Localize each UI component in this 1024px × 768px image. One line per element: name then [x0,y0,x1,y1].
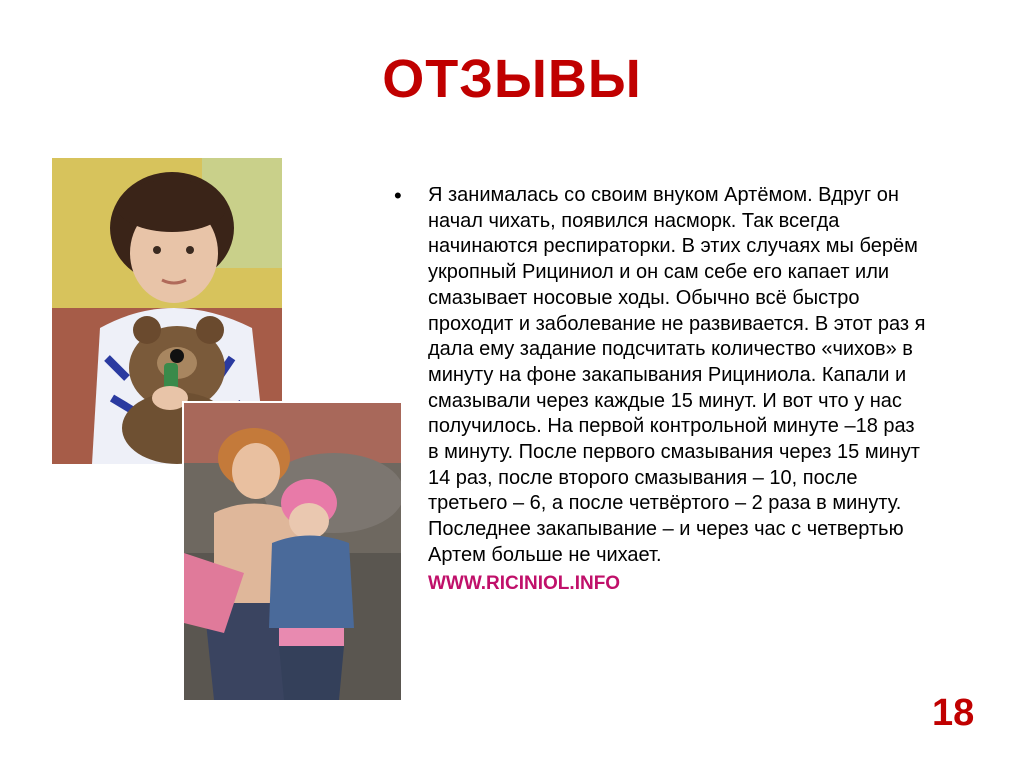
slide-title: ОТЗЫВЫ [382,49,642,109]
website-link[interactable]: WWW.RICINIOL.INFO [428,573,621,594]
review-line: проходит и заболевание не развивается. В этот раз я [428,312,926,335]
review-line: начинаются респираторки. В этих случаях мы берём [428,235,918,258]
review-line: третьего – 6, а после четвёртого – 2 раза в минуту. [428,492,902,515]
photo-woman-with-little-girl [182,401,401,700]
review-line: укропный Рициниол и он сам себе его капает или [428,261,890,284]
review-line: получилось. На первой контрольной минуте –18 раз [428,415,915,438]
review-line: начал чихать, появился насморк. Так всегда [428,209,840,232]
review-line: минуту на фоне закапывания Рициниола. Капали и [428,363,907,386]
bullet-marker: • [394,183,402,208]
page-number: 18 [932,692,975,734]
review-line: 14 раз, после второго смазывания – 10, после [428,466,858,489]
review-line: Артем больше не чихает. [428,543,662,566]
review-line: смазывает носовые ходы. Обычно всё быстро [428,286,860,309]
review-line: дала ему задание подсчитать количество «чихов» в [428,338,913,361]
review-line: Последнее закапывание – и через час с четвертью [428,518,904,541]
review-text [428,183,1013,569]
review-line: в минуту. После первого смазывания через 15 минут [428,441,920,464]
review-line: смазывали через каждые 15 минут. И вот что у нас [428,389,902,412]
review-line: Я занималась со своим внуком Артёмом. Вдруг он [428,184,899,206]
